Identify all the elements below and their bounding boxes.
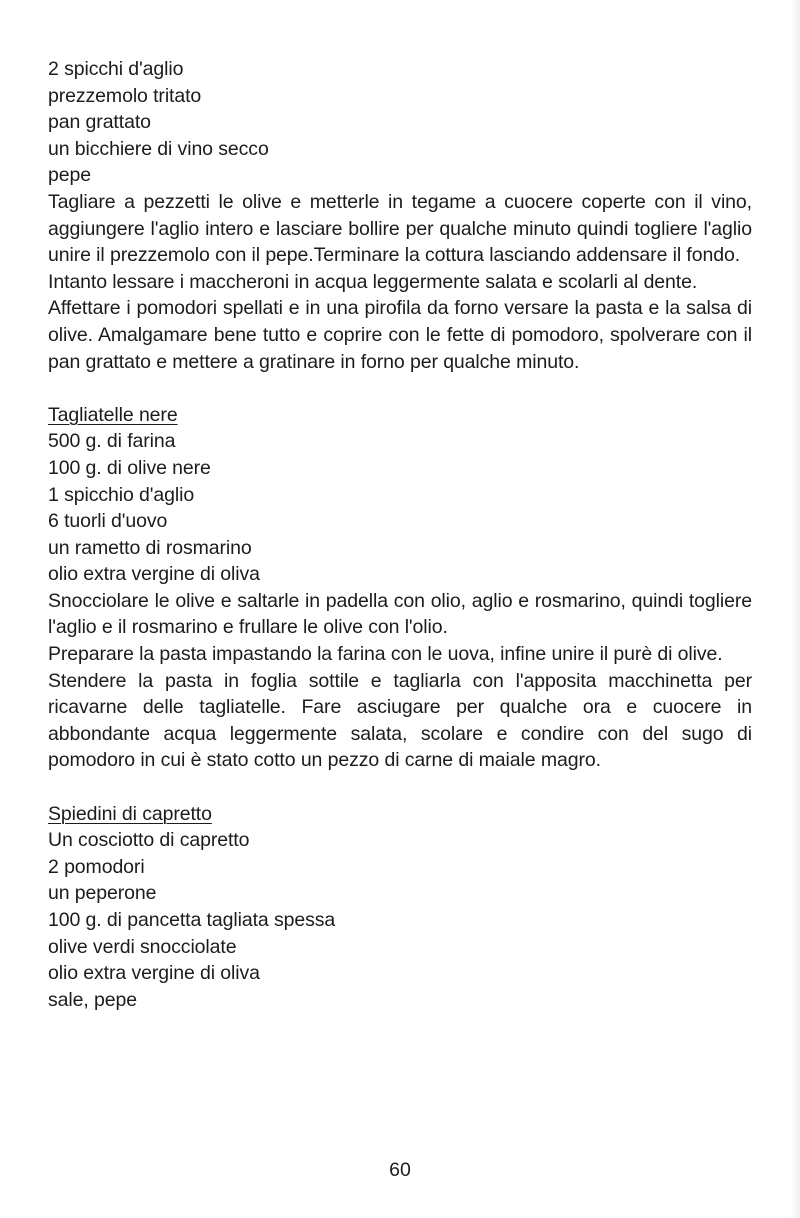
book-page (48, 56, 752, 1013)
ingredient-line: prezzemolo tritato (48, 84, 202, 107)
ingredient-line: olio extra vergine di oliva (48, 563, 260, 586)
ingredient-line: 1 spicchio d'aglio (48, 483, 195, 506)
ingredient-line: 2 spicchi d'aglio (48, 58, 184, 80)
instruction-paragraph: Preparare la pasta impastando la farina con le uova, infine unire il purè di olive. (48, 643, 723, 666)
recipe-tagliatelle-nere (48, 402, 752, 774)
ingredient-line: un peperone (48, 882, 157, 905)
page-number: 60 (389, 1159, 411, 1181)
ingredient-line: un rametto di rosmarino (48, 536, 252, 559)
instruction-paragraph: Stendere la pasta in foglia sottile e tagliarla con l'apposita macchinetta per ricavarne delle tagliatelle. Fare asciugare per qualche ora e cuocere in abbondante acqua leggermente salata, scolare e condire con del sugo di pomodoro in cui è stato cotto un pezzo di carne di maiale magro. (48, 669, 752, 772)
ingredient-line: 100 g. di olive nere (48, 456, 211, 479)
recipe-title: Tagliatelle nere (48, 403, 178, 426)
ingredient-line: olio extra vergine di oliva (48, 962, 260, 985)
ingredient-line: Un cosciotto di capretto (48, 829, 250, 852)
recipe-continued (48, 56, 752, 375)
spacer (48, 774, 752, 801)
recipe-title: Spiedini di capretto (48, 802, 212, 825)
page-edge-shadow (790, 0, 800, 1218)
ingredient-line: pan grattato (48, 111, 151, 134)
instruction-paragraph: Intanto lessare i maccheroni in acqua leggermente salata e scolarli al dente. (48, 270, 698, 293)
ingredient-line: un bicchiere di vino secco (48, 137, 269, 160)
ingredient-line: sale, pepe (48, 988, 137, 1011)
spacer (48, 375, 752, 402)
instruction-paragraph: Affettare i pomodori spellati e in una pirofila da forno versare la pasta e la salsa di olive. Amalgamare bene tutto e coprire con le fette di pomodoro, spolverare con il pan grattato e mettere a gratinare in forno per qualche minuto. (48, 297, 752, 373)
ingredient-line: pepe (48, 164, 91, 187)
ingredient-line: olive verdi snocciolate (48, 935, 237, 958)
ingredient-line: 100 g. di pancetta tagliata spessa (48, 909, 336, 931)
recipe-spiedini-di-capretto (48, 801, 752, 1014)
instruction-paragraph: Tagliare a pezzetti le olive e metterle in tegame a cuocere coperte con il vino, aggiungere l'aglio intero e lasciare bollire per qualche minuto quindi togliere l'aglio unire il prezzemolo con il pepe.Terminare la cottura lasciando addensare il fondo. (48, 190, 752, 267)
ingredient-line: 500 g. di farina (48, 430, 176, 453)
instruction-paragraph: Snocciolare le olive e saltarle in padella con olio, aglio e rosmarino, quindi togliere l'aglio e il rosmarino e frullare le olive con l'olio. (48, 589, 752, 639)
ingredient-line: 2 pomodori (48, 855, 145, 878)
ingredient-line: 6 tuorli d'uovo (48, 510, 168, 533)
